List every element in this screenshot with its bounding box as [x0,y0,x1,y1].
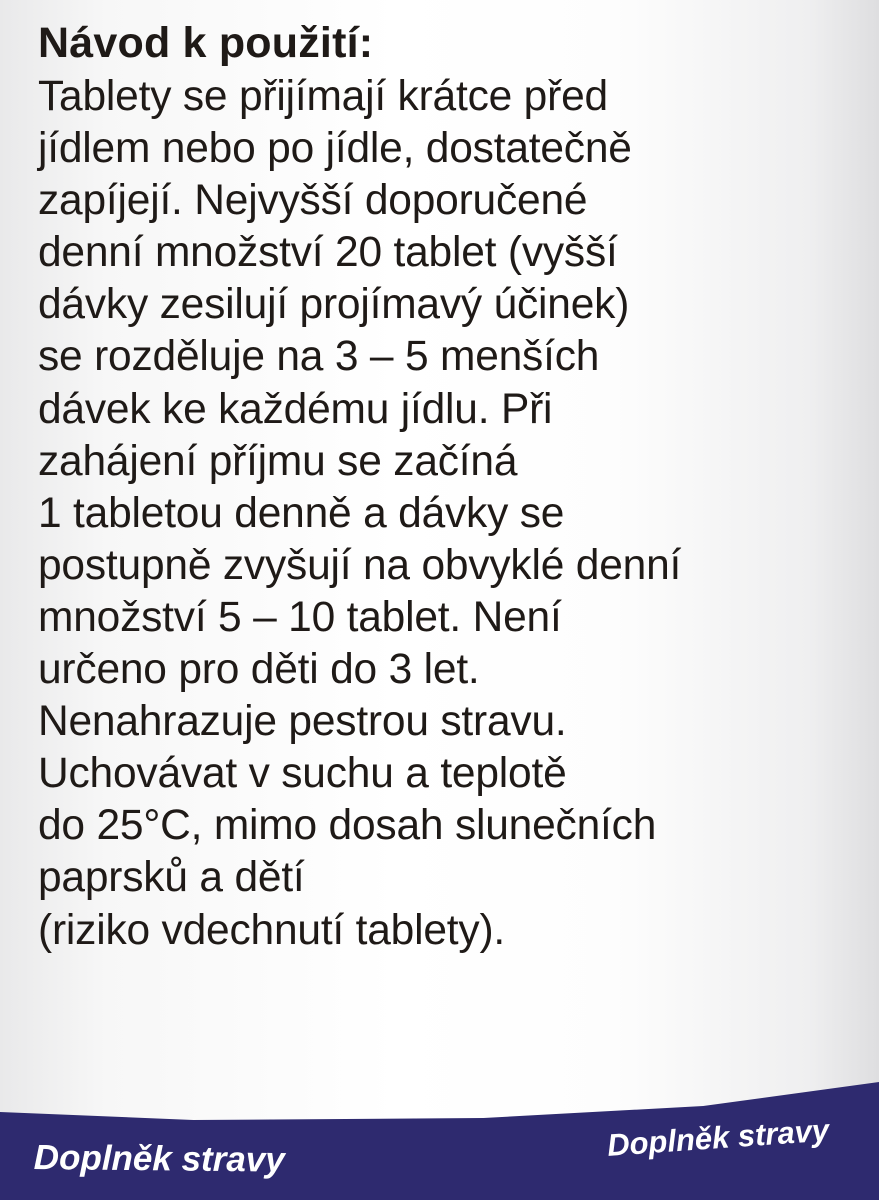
instruction-line: množství 5 – 10 tablet. Není [38,593,562,641]
instruction-line: dávky zesilují projímavý účinek) [38,281,630,329]
instruction-line: se rozděluje na 3 – 5 menších [38,333,600,381]
instruction-line: denní množství 20 tablet (vyšší [38,229,618,277]
instruction-line: určeno pro děti do 3 let. [38,646,480,694]
supplement-label-right: Doplněk stravy [606,1112,831,1163]
instruction-line: 1 tabletou denně a dávky se [38,489,565,537]
instruction-line: zahájení příjmu se začíná [38,437,518,485]
instruction-line: Uchovávat v suchu a teplotě [38,750,567,798]
instruction-line: jídlem nebo po jídle, dostatečně [38,125,632,173]
instruction-line: Nenahrazuje pestrou stravu. [38,698,567,746]
instruction-line: Tablety se přijímají krátce před [38,73,608,120]
supplement-label-left: Doplněk stravy [33,1138,285,1180]
instruction-line: (riziko vdechnutí tablety). [38,906,506,954]
instruction-line: zapíjejí. Nejvyšší doporučené [38,177,588,225]
instruction-line: postupně zvyšují na obvyklé denní [38,541,682,589]
usage-instructions [38,16,838,957]
instruction-line: paprsků a dětí [38,854,305,902]
instructions-heading: Návod k použití: [38,19,374,67]
instruction-line: do 25°C, mimo dosah slunečních [38,802,657,850]
instruction-line: dávek ke každému jídlu. Při [38,385,553,433]
